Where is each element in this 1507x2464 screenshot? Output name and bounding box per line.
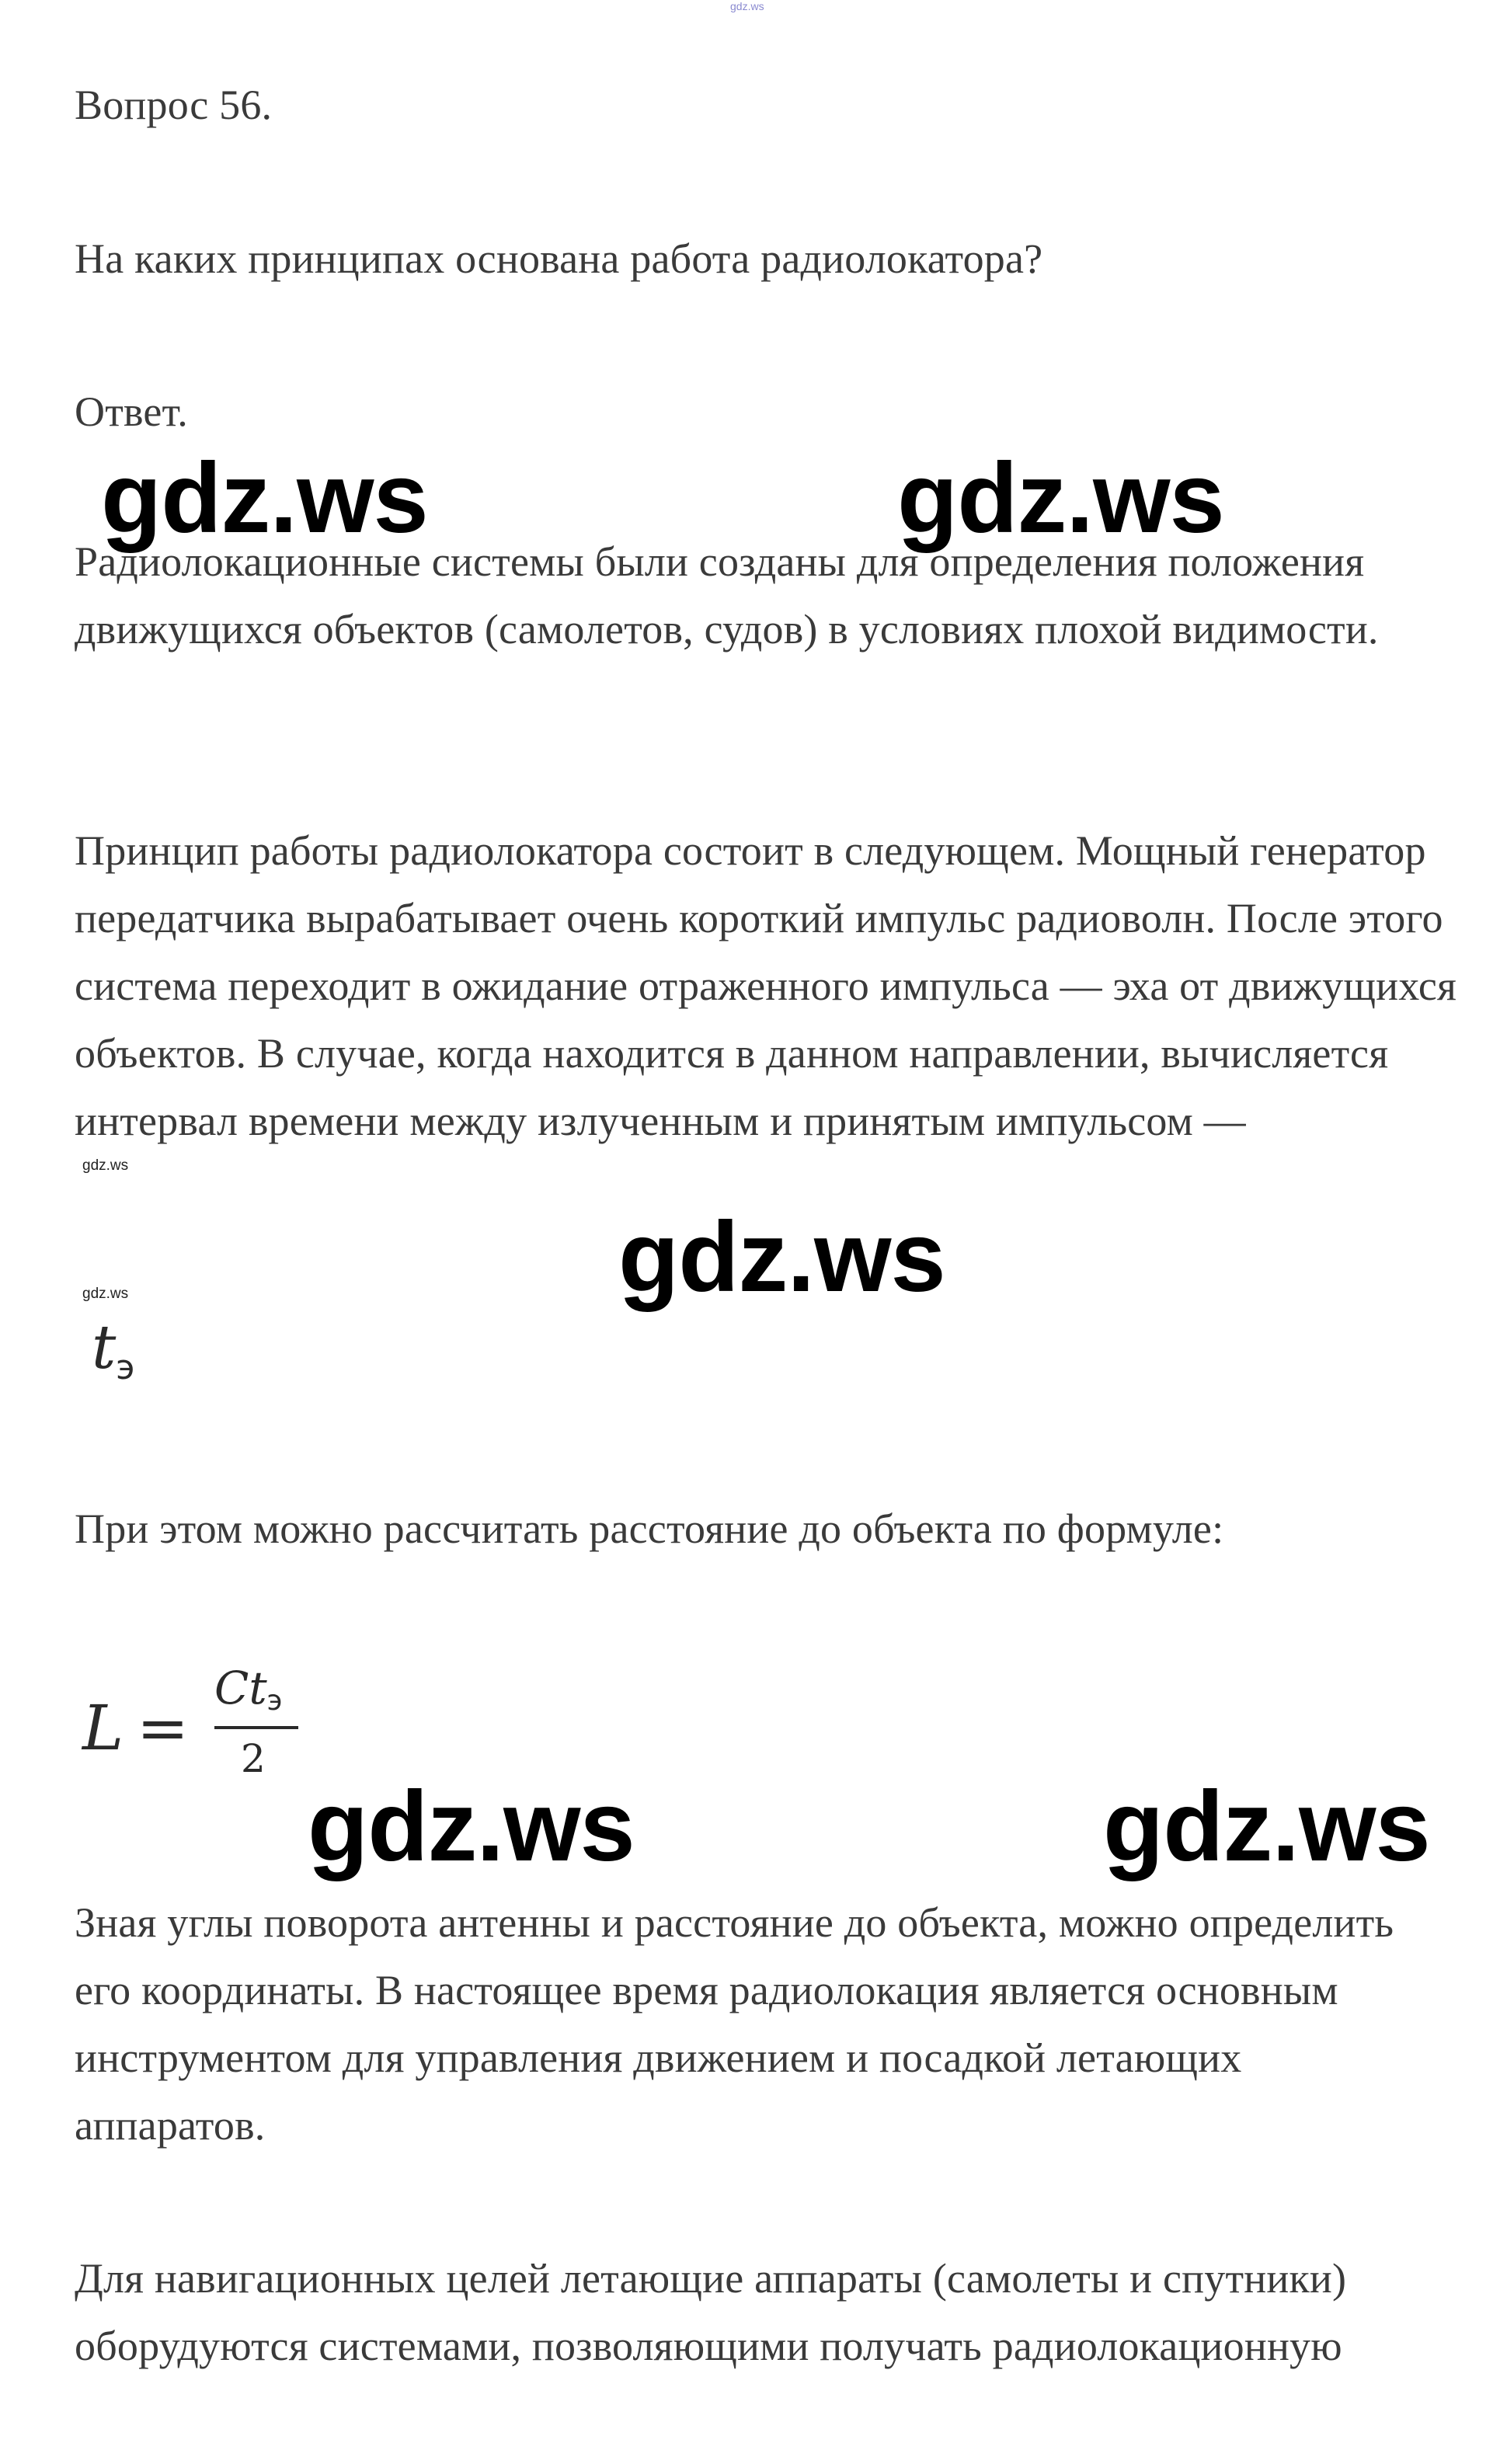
- formula-denominator: 2: [241, 1736, 266, 1781]
- paragraph-5: Для навигационных целей летающие аппараты (самолеты и спутники) оборудуются системами, позволяющими получать радиолокационную: [75, 2255, 1347, 2369]
- formula-t-symbol: t: [92, 1313, 117, 1383]
- formula-lhs: L: [82, 1692, 124, 1764]
- watermark-small-1: gdz.ws: [82, 1157, 129, 1174]
- formula-t-subscript: э: [116, 1348, 135, 1387]
- paragraph-3: При этом можно рассчитать расстояние до объекта по формуле:: [75, 1505, 1224, 1552]
- answer-label: Ответ.: [75, 388, 188, 435]
- formula-distance: [78, 1662, 311, 1802]
- watermark-3: gdz.ws: [618, 1202, 945, 1313]
- fraction-bar: [214, 1726, 298, 1729]
- formula-equals: =: [137, 1692, 190, 1764]
- watermark-small-2: gdz.ws: [82, 1286, 129, 1302]
- question-label: Вопрос 56.: [75, 82, 273, 128]
- watermark-2: gdz.ws: [897, 443, 1224, 554]
- question-text: На каких принципах основана работа радиолокатора?: [75, 235, 1043, 282]
- watermark-5: gdz.ws: [1103, 1771, 1430, 1882]
- watermark-4: gdz.ws: [308, 1771, 635, 1882]
- paragraph-1: Радиолокационные системы были созданы для определения положения движущихся объектов (самолетов, судов) в условиях плохой видимости.: [75, 538, 1379, 653]
- paragraph-4: Зная углы поворота антенны и расстояние до объекта, можно определить его координаты. В настоящее время радиолокация является основным инструментом для управления движением и посадкой летающих аппаратов.: [75, 1899, 1394, 2149]
- formula-numerator-t: t: [249, 1662, 267, 1714]
- watermark-1: gdz.ws: [101, 443, 428, 554]
- paragraph-2: Принцип работы радиолокатора состоит в следующем. Мощный генератор передатчика вырабатывает очень короткий импульс радиоволн. После этого система переходит в ожидание отраженного импульса — эха от движущихся объектов. В случае, когда находится в данном направлении, вычисляется интервал времени между излученным и принятым импульсом —: [75, 827, 1457, 1144]
- top-watermark: gdz.ws: [730, 0, 764, 12]
- formula-numerator-c: C: [214, 1662, 249, 1714]
- formula-numerator-subscript: э: [266, 1685, 283, 1717]
- formula-t-echo: [92, 1313, 135, 1403]
- formula-numerator: [214, 1662, 282, 1727]
